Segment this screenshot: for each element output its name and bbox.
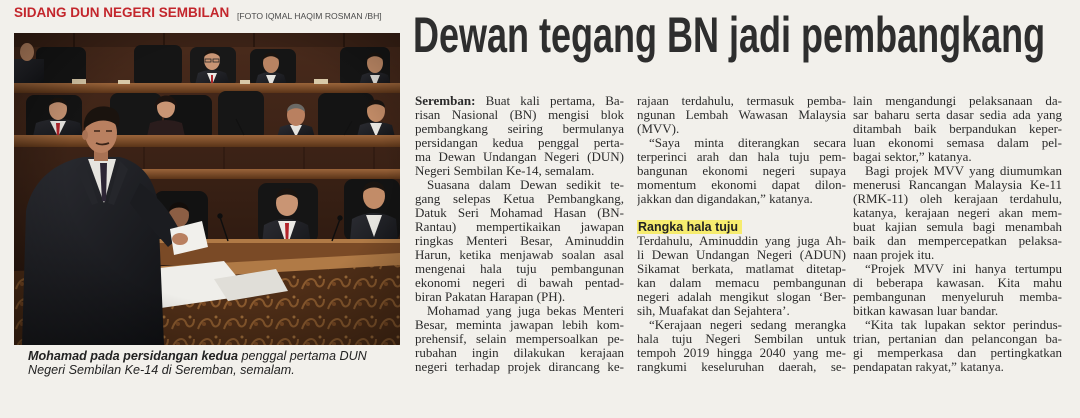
article-line: sih, Muafakat dan Sejahtera’.	[637, 304, 790, 318]
article-line	[415, 94, 624, 108]
article-line: ma Dewan Undangan Negeri (DUN)	[415, 150, 624, 164]
article-line: ngunan Lembah Wawasan Malaysia	[637, 108, 846, 122]
article-line: tempoh 2019 hingga 2040 yang me-	[637, 346, 846, 360]
article-line: ekonomi negeri di bawah pentad-	[415, 276, 624, 290]
article-line: negeri terhadap projek dirancang ke-	[415, 360, 624, 374]
article-line: risan Nasional (BN) mengisi blok	[415, 108, 624, 122]
article-line-text: Buat kali pertama, Ba-	[485, 94, 624, 108]
subheading-text: Rangka hala tuju	[637, 220, 742, 234]
article-line: gang selepas Ketua Pembangkang,	[415, 192, 624, 206]
article-line: biran Pakatan Harapan (PH).	[415, 290, 566, 304]
paragraph	[637, 234, 846, 318]
article-line: momentum ekonomi dapat dilon-	[637, 178, 846, 192]
article-line: Harun, ketika menjawab soalan asal	[415, 248, 624, 262]
article-line: Bagi projek MVV yang diumumkan	[865, 164, 1062, 178]
caption-text: penggal pertama DUN	[241, 349, 367, 363]
article-line: rajaan terdahulu, termasuk pemba-	[637, 94, 846, 108]
article-line: mengenai hala tuju pembangunan	[415, 262, 624, 276]
photo-caption	[28, 349, 408, 377]
article-line: Mohamad yang juga bekas Menteri	[427, 304, 624, 318]
article-photo	[14, 33, 400, 345]
article-line: naan projek itu.	[853, 248, 935, 262]
article-line: li Dewan Undangan Negeri (ADUN)	[637, 248, 846, 262]
paragraph	[853, 94, 1062, 164]
assembly-chamber-photo	[14, 33, 400, 345]
article-line: pembangunan menyeluruh memba-	[853, 290, 1062, 304]
article-line: gi memperkasa dan pertingkatkan	[853, 346, 1062, 360]
article-line: (RMK-11) oleh kerajaan terdahulu,	[853, 192, 1062, 206]
article-line: di beberapa kawasan. Kita mahu	[853, 276, 1062, 290]
article-line: katanya, kerajaan negeri akan mem-	[853, 206, 1062, 220]
paragraph	[415, 178, 624, 304]
article-line: persidangan kedua penggal perta-	[415, 136, 624, 150]
paragraph	[853, 262, 1062, 318]
article-line: “Kerajaan negeri sedang merangka	[649, 318, 846, 332]
article-line: negeri adalah mengikut slogan ‘Ber-	[637, 290, 846, 304]
article-line: pembangkang seiring bermulanya	[415, 122, 624, 136]
article-line: Rantau) mempertikaikan jawapan	[415, 220, 624, 234]
article-line: “Projek MVV ini hanya tertumpu	[865, 262, 1062, 276]
paragraph	[637, 136, 846, 206]
article-line: ringkas Menteri Besar, Aminuddin	[415, 234, 624, 248]
article-line: bitkan kawasan luar bandar.	[853, 304, 999, 318]
headline: Dewan tegang BN jadi pembangkang	[413, 7, 1046, 63]
article-line: menerusi Rancangan Malaysia Ke-11	[853, 178, 1062, 192]
paragraph	[637, 318, 846, 374]
paragraph	[853, 164, 1062, 262]
article-line: ditambah baik berpandukan keper-	[853, 122, 1062, 136]
article-column-3	[853, 94, 1062, 374]
paragraph	[415, 94, 624, 178]
caption-lead: Mohamad pada persidangan kedua	[28, 349, 238, 363]
article-line: rangkumi keseluruhan daerah, se-	[637, 360, 846, 374]
subheading	[637, 220, 846, 234]
paragraph	[853, 318, 1062, 374]
article-line: bangunan ekonomi negeri supaya	[637, 164, 846, 178]
article-line: jakkan dan digandakan,” katanya.	[637, 192, 813, 206]
article-line: buat kajian semula bagi menambah	[853, 220, 1062, 234]
paragraph	[637, 94, 846, 136]
article-line: “Saya minta diterangkan secara	[649, 136, 846, 150]
article-line: (MVV).	[637, 122, 680, 136]
article-line: rubahan ingin dilakukan kerajaan	[415, 346, 624, 360]
article-line: terperinci arah dan hala tuju pem-	[637, 150, 846, 164]
article-line: Negeri Sembilan Ke-14, semalam.	[415, 164, 595, 178]
article-line: Suasana dalam Dewan sedikit te-	[427, 178, 624, 192]
caption-line-2: Negeri Sembilan Ke-14 di Seremban, semalam.	[28, 363, 295, 377]
article-line: luan ekonomi semasa dalam pel-	[853, 136, 1062, 150]
paragraph	[415, 304, 624, 374]
article-line: “Kita tak lupakan sektor perindus-	[865, 318, 1062, 332]
article-line: Datuk Seri Mohamad Hasan (BN-	[415, 206, 624, 220]
article-line: baik dan mempercepatkan pelaksa-	[853, 234, 1062, 248]
section-label: SIDANG DUN NEGERI SEMBILAN	[14, 5, 230, 20]
caption-line-1	[28, 349, 408, 363]
article-line: bagai sektor,” katanya.	[853, 150, 972, 164]
article-line: Besar, meminta jawapan lebih kom-	[415, 318, 624, 332]
article-line: pendapatan rakyat,” katanya.	[853, 360, 1004, 374]
article-line: trian, pertanian dan pelancongan ba-	[853, 332, 1062, 346]
article-line: lain mengandungi pelaksanaan da-	[853, 94, 1062, 108]
article-line: Terdahulu, Aminuddin yang juga Ah-	[637, 234, 846, 248]
article-column-1	[415, 94, 624, 374]
article-column-2	[637, 94, 846, 374]
article-line: prehensif, selain mempersoalkan pe-	[415, 332, 624, 346]
article-line: sar baharu serta dasar sedia ada yang	[853, 108, 1062, 122]
article-line: hala tuju Negeri Sembilan untuk	[637, 332, 846, 346]
article-line: Sikamat berkata, matlamat ditetap-	[637, 262, 846, 276]
dateline: Seremban:	[415, 94, 476, 108]
article-line: kan dalam memacu pembangunan	[637, 276, 846, 290]
photo-credit: [FOTO IQMAL HAQIM ROSMAN /BH]	[237, 11, 382, 21]
